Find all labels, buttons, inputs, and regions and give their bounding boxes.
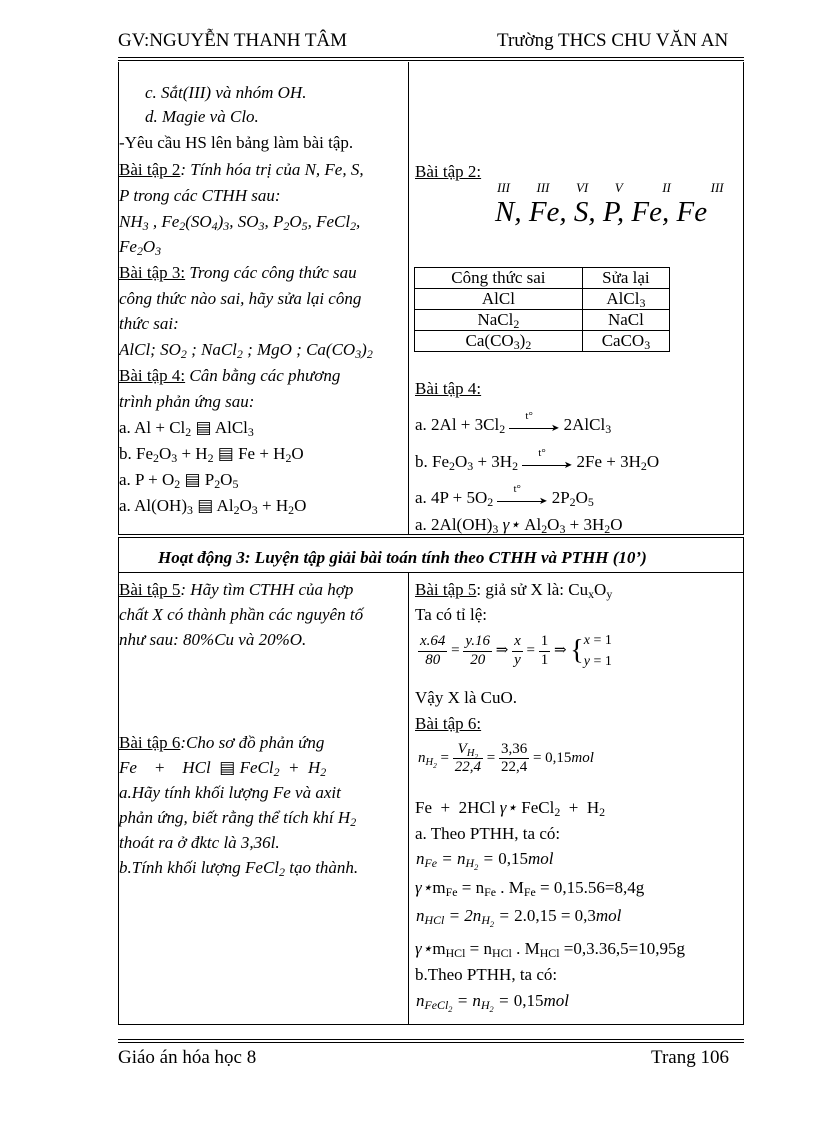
arrow-glyph-icon: ▤: [219, 758, 236, 777]
arrow-glyph-icon: ▤: [197, 496, 214, 515]
footer-rule: [118, 1039, 744, 1040]
bt3-text: Trong các công thức sau: [185, 263, 357, 282]
col-header-wrong: Công thức sai: [415, 268, 583, 289]
bt2-text: : Tính hóa trị của N, Fe, S,: [180, 160, 364, 179]
header-rule: [118, 57, 744, 58]
bt4-eq-c: a. $P + O_2$ ▤ $P_2O_5$: [119, 470, 239, 491]
bt5-line1: [119, 580, 353, 600]
rbt5-line1: Bài tập 5: giả sử X là: $Cu_xO_y$: [415, 580, 613, 601]
reaction-arrow-icon: t° ➤: [509, 419, 559, 433]
bt6-text5b: tạo thành.: [284, 858, 359, 877]
reaction-answer: Fe + 2HCl γ⋆ FeCl$_2$ + $H_2$: [415, 798, 606, 819]
bt6-title: Bài tập 6: [119, 733, 181, 752]
answer-eq-b: b. $Fe_2O_3 + 3H_2$ t° ➤ $2Fe + 3H_2O$: [415, 447, 660, 473]
mass-fe: $\gamma⋆m_{Fe} = n_{Fe}$ . $M_{Fe} = 0,15.56=8,4g$: [415, 878, 645, 899]
table-cell: CaCO$_3$: [582, 331, 669, 352]
bt4-title: Bài tập 4:: [119, 366, 186, 385]
table-right-border-2: [743, 537, 744, 1024]
answer-eq-d: a. $2Al(OH)_3$ γ⋆ $Al_2O_3 + 3H_2O$: [415, 515, 623, 536]
rbt6-title: Bài tập 6:: [415, 714, 482, 733]
bt6-line3: phản ứng, biết rằng thể tích khí $H_2$: [119, 808, 357, 829]
bt4-line1: [119, 366, 340, 386]
correction-table: [414, 267, 670, 352]
column-divider-bottom: [408, 572, 409, 1024]
footer-rule-2: [118, 1042, 744, 1043]
bt6-line2: a.Hãy tính khối lượng Fe và axit: [119, 783, 341, 802]
bt2-title: Bài tập 2: [119, 160, 181, 179]
bt6-line5: b.Tính khối lượng FeCl$_2$ tạo thành.: [119, 858, 359, 879]
instruction: -Yêu cầu HS lên bảng làm bài tập.: [119, 133, 354, 152]
bt2-formulas: $NH_3$ , $Fe_2(SO_4)_3$, $SO_3$, $P_2O_5$, FeCl$_2$,: [119, 212, 361, 233]
col-header-fixed: Sửa lại: [582, 268, 669, 289]
bt3-line3: thức sai:: [119, 314, 179, 333]
section-title: Hoạt động 3: Luyện tập giải bài toán tính theo CTHH và PTHH (10’): [158, 548, 647, 567]
arrow-glyph-icon: ▤: [217, 444, 234, 463]
bt2-formulas-2: $Fe_2O_3$: [119, 237, 162, 258]
valences: III III VI V II III: [497, 180, 724, 195]
answer-eq-c: a. $4P + 5O_2$ t° ➤ $2P_2O_5$: [415, 483, 594, 509]
bt3-title: Bài tập 3:: [119, 263, 186, 282]
table-cell: NaCl: [582, 310, 669, 331]
header-teacher: GV:NGUYỄN THANH TÂM: [118, 30, 348, 51]
answer-eq-a: a. $2Al + 3Cl_2$ t° ➤ 2AlCl$_3$: [415, 410, 612, 436]
table-cell: $Ca(CO_3)_2$: [415, 331, 583, 352]
rbt5-title: Bài tập 5: [415, 580, 477, 599]
reaction-arrow-icon: t° ➤: [522, 456, 572, 470]
arrow-glyph-icon: ▤: [195, 418, 212, 437]
bt6-text5: b.Tính khối lượng FeCl: [119, 858, 280, 877]
bt3-line1: [119, 263, 357, 283]
item-c: c. Sắt(III) và nhóm OH.: [145, 83, 307, 102]
elements: N, Fe, S, P, Fe, Fe: [495, 196, 708, 228]
bt3-line2: công thức nào sai, hãy sửa lại công: [119, 289, 362, 308]
bt2-line1: [119, 160, 364, 180]
row-divider-3: [118, 572, 744, 573]
table-cell: NaCl$_2$: [415, 310, 583, 331]
ratio-equation: $\frac{x.64}{80}$ = $\frac{y.16}{20}$ ⇒ $\frac{x}{y}$ = $\frac{1}{1}$ ⇒ {x = 1 y = 1: [420, 633, 612, 669]
bt5-line3: như sau: 80%Cu và 20%O.: [119, 630, 307, 649]
conclusion: Vậy X là CuO.: [415, 688, 517, 707]
bt6-line1: [119, 733, 324, 753]
moles-h2: $n_{H_2}$ = $\frac{V_{H_2}}{22,4}$ = $\frac{3,36}{22,4}$ = 0,15mol: [418, 741, 594, 776]
theo-pthh-a: a. Theo PTHH, ta có:: [415, 824, 561, 843]
bt4-eq-b: b. $Fe_2O_3 + H_2$ ▤ $Fe + H_2O$: [119, 444, 304, 465]
rbt2-title: Bài tập 2:: [415, 162, 482, 181]
reaction-arrow-icon: t° ➤: [497, 492, 547, 506]
item-d: d. Magie và Clo.: [145, 107, 259, 126]
bt2-line2: P trong các CTHH sau:: [119, 186, 281, 205]
bt4-eq-d: a. $Al(OH)_3$ ▤ $Al_2O_3 + H_2O$: [119, 496, 307, 517]
theo-pthh-b: b.Theo PTHH, ta có:: [415, 965, 558, 984]
table-cell: AlCl: [415, 289, 583, 310]
rbt5-intro: : giả sử X là: Cu: [476, 580, 589, 599]
bt3-formulas: AlCl; $SO_2$ ; NaCl$_2$ ; MgO ; $Ca(CO_3)_2$: [119, 340, 373, 361]
bt6-text: :Cho sơ đồ phản ứng: [180, 733, 325, 752]
table-cell: AlCl$_3$: [582, 289, 669, 310]
mass-hcl: $\gamma⋆m_{HCl} = n_{HCl}$ . $M_{HCl} =0,3.36,5=10,95g$: [415, 939, 685, 960]
column-divider-top: [408, 62, 409, 534]
footer-subject: Giáo án hóa học 8: [118, 1047, 257, 1068]
moles-hcl: $n_{HCl} = 2n_{H_2} = 2.0,15 = 0,3mol$: [416, 906, 622, 929]
header-rule-2: [118, 60, 744, 61]
ratio-label: Ta có tỉ lệ:: [415, 605, 487, 624]
bt4-line2: trình phản ứng sau:: [119, 392, 255, 411]
bt4-text: Cân bằng các phương: [185, 366, 341, 385]
bt6-text3: phản ứng, biết rằng thể tích khí H: [119, 808, 351, 827]
bt4-eq-a: a. $Al + Cl_2$ ▤ AlCl$_3$: [119, 418, 254, 439]
moles-fe: $n_{Fe} = n_{H_2} = 0,15mol$: [416, 849, 554, 872]
arrow-glyph-icon: ▤: [184, 470, 201, 489]
bt6-reaction: Fe + HCl ▤ FeCl$_2$ + $H_2$: [119, 758, 327, 779]
bt6-line4: thoát ra ở đktc là 3,36l.: [119, 833, 280, 852]
bt5-text: : Hãy tìm CTHH của hợp: [180, 580, 354, 599]
footer-page: Trang 106: [651, 1047, 729, 1068]
moles-fecl2: $n_{FeCl_2} = n_{H_2} = 0,15mol$: [416, 991, 569, 1014]
bt5-title: Bài tập 5: [119, 580, 181, 599]
header-school: Trường THCS CHU VĂN AN: [497, 30, 729, 51]
table-bottom-border: [118, 1024, 744, 1025]
row-divider-2: [118, 537, 744, 538]
table-right-border: [743, 62, 744, 534]
rbt4-title: Bài tập 4:: [415, 379, 482, 398]
bt5-line2: chất X có thành phần các nguyên tố: [119, 605, 364, 624]
